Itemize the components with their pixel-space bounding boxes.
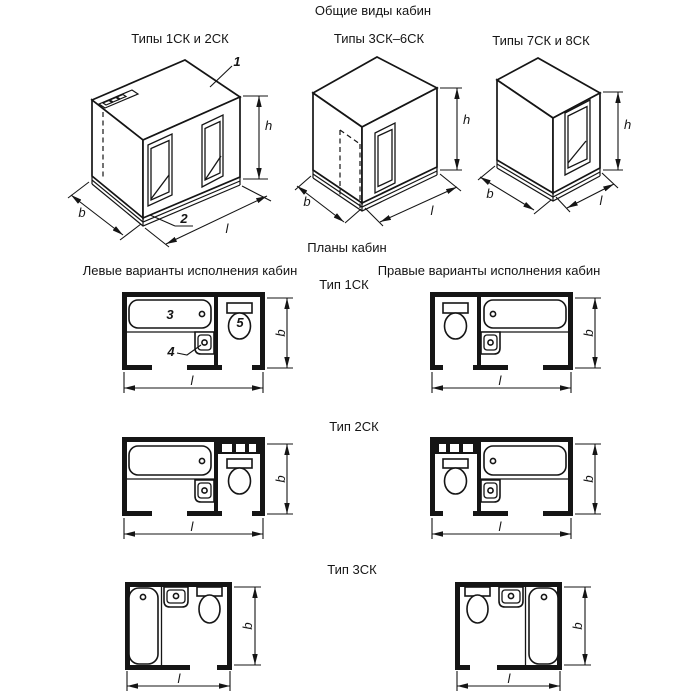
toilet xyxy=(443,459,468,494)
dimension-l xyxy=(432,372,571,393)
iso-caption-7sk-8sk: Типы 7СК и 8СК xyxy=(492,33,590,48)
dimension-b xyxy=(267,444,293,514)
vent-block xyxy=(435,442,477,454)
plan-1sk-right xyxy=(408,288,608,398)
callout-5: 5 xyxy=(236,315,244,330)
svg-text:b: b xyxy=(570,622,585,630)
svg-text:1: 1 xyxy=(233,54,241,69)
svg-text:h: h xyxy=(463,112,471,127)
svg-text:b: b xyxy=(486,186,494,201)
svg-text:h: h xyxy=(265,118,273,133)
dimension-h xyxy=(440,88,470,170)
svg-text:b: b xyxy=(581,329,596,337)
column-header-left: Левые варианты исполнения кабин xyxy=(82,263,298,278)
cabin-box xyxy=(92,60,240,226)
dimension-b xyxy=(575,444,601,514)
vent-block xyxy=(218,442,260,454)
toilet xyxy=(465,587,490,623)
svg-text:l: l xyxy=(190,373,194,388)
dimension-b xyxy=(267,298,293,368)
svg-text:l: l xyxy=(507,671,511,686)
sink xyxy=(195,480,214,502)
plan-3sk-right xyxy=(435,572,610,698)
sink xyxy=(195,332,214,354)
svg-text:h: h xyxy=(624,117,632,132)
plans-section-title: Планы кабин xyxy=(307,240,387,255)
plan-1sk-left xyxy=(100,288,300,398)
iso-view-types-7sk-8sk xyxy=(470,45,655,230)
bathtub xyxy=(129,587,162,665)
dimension-l xyxy=(432,518,571,539)
svg-text:b: b xyxy=(78,205,86,220)
svg-text:l: l xyxy=(190,519,194,534)
svg-text:b: b xyxy=(303,194,311,209)
dimension-b xyxy=(234,587,261,665)
plan-3sk-left xyxy=(105,572,280,698)
sink xyxy=(481,332,500,354)
dimension-l xyxy=(124,372,263,393)
svg-text:b: b xyxy=(273,475,288,483)
svg-text:b: b xyxy=(581,475,596,483)
dimension-b xyxy=(564,587,591,665)
callout-1 xyxy=(210,54,241,87)
sink xyxy=(481,480,500,502)
iso-view-types-1sk-2sk xyxy=(55,52,300,252)
plan-type-label-3sk: Тип 3СК xyxy=(327,562,377,577)
iso-view-types-3sk-6sk xyxy=(295,50,480,235)
iso-caption-3sk-6sk: Типы 3СК–6СК xyxy=(333,31,425,46)
svg-text:l: l xyxy=(498,519,502,534)
iso-caption-1sk-2sk: Типы 1СК и 2СК xyxy=(131,31,229,46)
dimension-l xyxy=(127,671,230,691)
svg-text:4: 4 xyxy=(167,344,175,359)
cabin-box xyxy=(497,58,600,201)
svg-text:2: 2 xyxy=(180,211,188,226)
dimension-h xyxy=(243,96,272,179)
dimension-h xyxy=(603,92,631,170)
sink xyxy=(164,587,188,607)
bathtub xyxy=(127,446,214,479)
page-title: Общие виды кабин xyxy=(314,3,432,18)
bathtub xyxy=(481,300,568,332)
bathtub xyxy=(526,587,559,665)
dimension-l xyxy=(457,671,560,691)
svg-text:b: b xyxy=(240,622,255,630)
toilet xyxy=(197,587,222,623)
toilet xyxy=(443,303,468,339)
plan-2sk-right xyxy=(408,433,608,545)
sink xyxy=(499,587,523,607)
bathtub xyxy=(481,446,568,479)
svg-text:l: l xyxy=(599,193,603,208)
svg-text:b: b xyxy=(273,329,288,337)
cabin-box xyxy=(313,57,437,211)
svg-text:l: l xyxy=(177,671,181,686)
svg-text:l: l xyxy=(430,203,434,218)
svg-text:l: l xyxy=(498,373,502,388)
callout-2 xyxy=(150,211,193,226)
svg-text:l: l xyxy=(225,221,229,236)
dimension-l xyxy=(124,518,263,539)
column-header-right: Правые варианты исполнения кабин xyxy=(377,263,601,278)
toilet xyxy=(227,459,252,494)
plan-2sk-left xyxy=(100,433,300,545)
dimension-b xyxy=(575,298,601,368)
callout-3: 3 xyxy=(166,307,174,322)
plan-type-label-2sk: Тип 2СК xyxy=(329,419,379,434)
plan-type-label-1sk: Тип 1СК xyxy=(319,277,369,292)
